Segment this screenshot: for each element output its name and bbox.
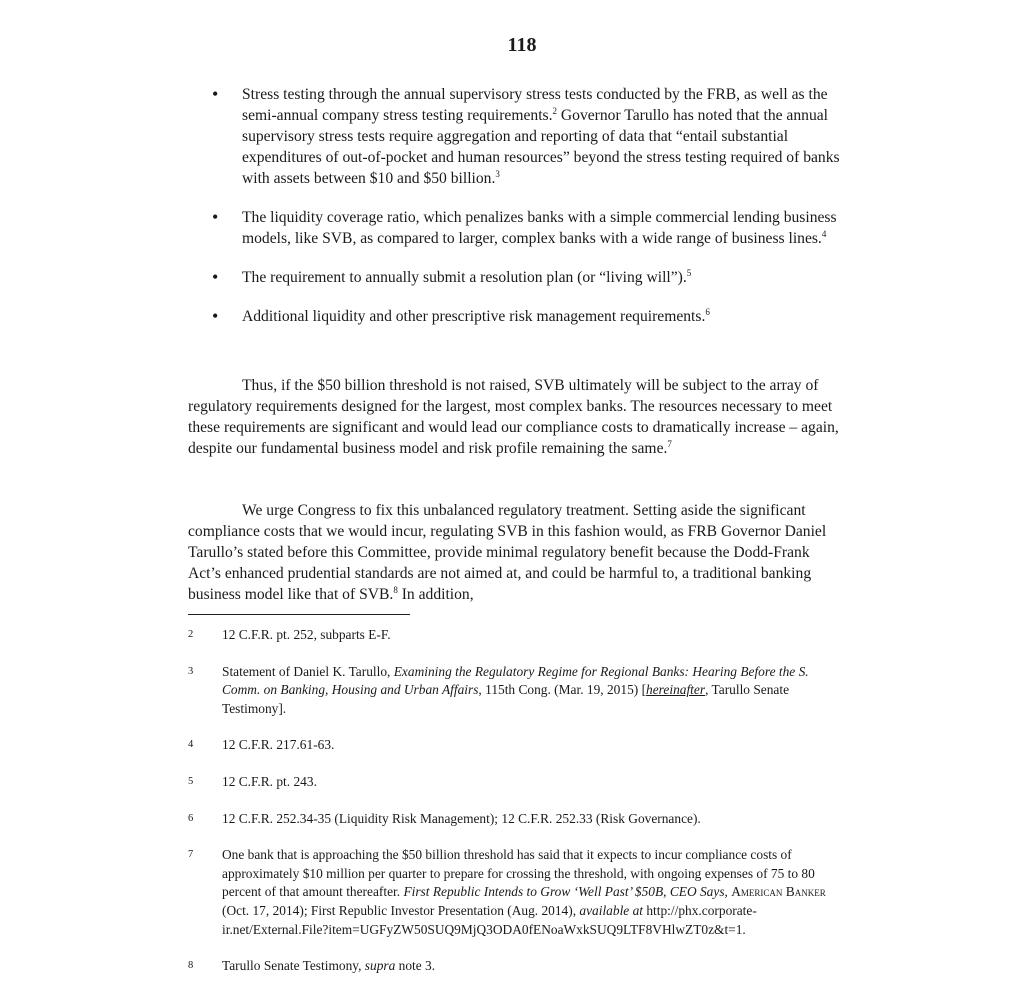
paragraph-text: Thus, if the $50 billion threshold is not raised, SVB ultimately will be subject to the array of regulatory requirements designed for the largest, most complex banks. The resources necessary to meet these requirements are significant and would lead our compliance costs to dramatically increase – again, despite our fundamental business model and risk profile remaining the same. xyxy=(188,377,839,457)
footnote-citation-title: Examining the Regulatory Regime for Regional Banks: Hearing Before the S. Comm. on Banking, Housing and Urban Affairs xyxy=(222,663,809,698)
bullet-item xyxy=(212,267,862,288)
bullet-item xyxy=(212,207,862,249)
footnote-ref: 4 xyxy=(821,229,827,239)
body-paragraph xyxy=(188,500,844,605)
footnote-signal: hereinafter xyxy=(646,682,706,698)
footnote-text: 12 C.F.R. pt. 252, subparts E-F. xyxy=(222,627,391,642)
footnote-citation-title: First Republic Intends to Grow ‘Well Past’ $50B, CEO Says xyxy=(403,884,725,900)
footnote-text: , 115th Cong. (Mar. 19, 2015) [ xyxy=(478,682,647,698)
bullet-text: The requirement to annually submit a resolution plan (or “living will”). xyxy=(242,269,687,286)
footnote-ref: 5 xyxy=(686,268,692,278)
footnote-text: Statement of Daniel K. Tarullo, xyxy=(222,663,394,679)
footnote xyxy=(188,736,848,755)
footnote-number: 4 xyxy=(188,739,194,751)
footnote-number: 7 xyxy=(188,849,194,861)
footnote-text: 12 C.F.R. pt. 243. xyxy=(222,773,317,789)
footnote-number: 2 xyxy=(188,629,194,640)
footnote-number: 5 xyxy=(188,775,194,787)
paragraph-text: In addition, xyxy=(397,586,474,603)
footnote-number: 6 xyxy=(188,812,194,824)
footnote-ref: 8 xyxy=(393,585,398,595)
footnote-text: 12 C.F.R. 217.61-63. xyxy=(222,737,335,753)
footnote xyxy=(188,773,848,792)
footnote-signal: available at xyxy=(579,902,643,918)
footnote-text: One bank that is approaching the $50 billion threshold has said that it expects to incur compliance costs of approximately $10 million per quarter to prepare for crossing the threshold, with ongoing expenses of 75 to 80 percent of that amount thereafter. xyxy=(222,847,815,900)
footnote-ref: 2 xyxy=(552,106,557,116)
footnote-text: note 3. xyxy=(395,958,436,974)
footnote-text: , Tarullo Senate Testimony]. xyxy=(222,682,790,716)
bullet-text: Stress testing through the annual supervisory stress tests conducted by the FRB, as well as the semi-annual company stress testing requirements. xyxy=(242,86,828,124)
page-number: 118 xyxy=(507,34,537,56)
footnote-ref: 3 xyxy=(495,169,500,179)
bullet-item xyxy=(212,84,862,189)
footnote xyxy=(188,663,848,719)
bullet-text: The liquidity coverage ratio, which penalizes banks with a simple commercial lending business models, like SVB, as compared to larger, complex banks with a wide range of business lines. xyxy=(242,209,837,247)
bullet-item xyxy=(212,306,862,327)
body-paragraph xyxy=(188,375,844,459)
bullet-list xyxy=(212,84,862,345)
footnote-text: http://phx.corporate-ir.net/External.File?item=UGFyZW50SUQ9MjQ3ODA0fENoaWxkSUQ9LTF8VHlwZT0z&t=1. xyxy=(222,902,757,937)
paragraph-text: We urge Congress to fix this unbalanced regulatory treatment. Setting aside the significant compliance costs that we would incur, regulating SVB in this fashion would, as FRB Governor Daniel Tarullo’s stated before this Committee, provide minimal regulatory benefit because the Dodd-Frank Act’s enhanced prudential standards are not aimed at, and could be harmful to, a traditional banking business model like that of SVB. xyxy=(188,502,827,603)
footnote xyxy=(188,957,848,976)
footnote-ref: 6 xyxy=(705,307,710,317)
footnote-text: (Oct. 17, 2014); First Republic Investor Presentation (Aug. 2014), xyxy=(222,902,580,918)
bullet-text: Governor Tarullo has noted that the annual supervisory stress tests require aggregation and reporting of data that “entail substantial expenditures of out-of-pocket and human resources” beyond the stress testing required of banks with assets between $10 and $50 billion. xyxy=(242,107,840,187)
footnote-signal: supra xyxy=(364,958,396,974)
footnote-list xyxy=(188,626,848,994)
footnote xyxy=(188,626,848,645)
footnote xyxy=(188,810,848,829)
footnote-number: 3 xyxy=(188,665,194,677)
footnote xyxy=(188,846,848,939)
footnote-ref: 7 xyxy=(667,439,672,449)
footnote-text: Tarullo Senate Testimony, xyxy=(222,958,365,974)
footnote-text: , xyxy=(724,884,732,900)
footnote-separator xyxy=(188,614,410,615)
footnote-text: 12 C.F.R. 252.34-35 (Liquidity Risk Management); 12 C.F.R. 252.33 (Risk Governance). xyxy=(222,810,701,826)
footnote-number: 8 xyxy=(188,960,194,972)
bullet-text: Additional liquidity and other prescriptive risk management requirements. xyxy=(242,308,706,325)
footnote-source: American Banker xyxy=(731,884,826,900)
